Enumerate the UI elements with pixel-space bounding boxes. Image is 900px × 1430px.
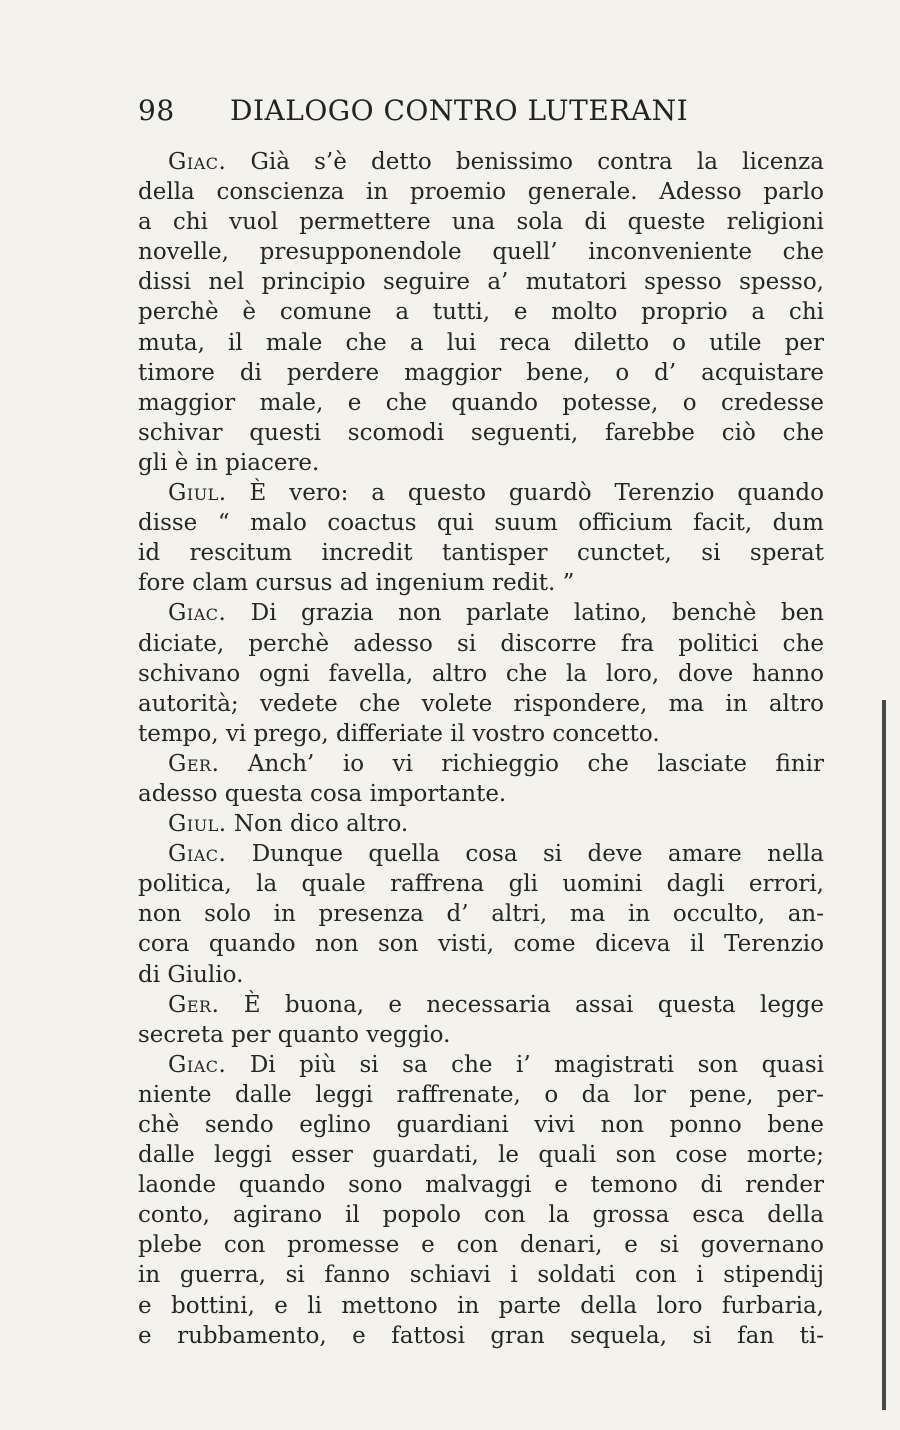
text-line — [138, 177, 824, 207]
text-line — [138, 478, 824, 508]
line-text: id rescitum incredit tantisper cunctet, si sperat — [138, 540, 824, 567]
speaker-name: Giac. — [168, 1051, 227, 1078]
text-line — [138, 659, 824, 689]
line-text: dalle leggi esser guardati, le quali son cose morte; — [138, 1142, 824, 1169]
text-line — [138, 629, 824, 659]
line-text: novelle, presupponendole quell’ inconveniente che — [138, 239, 824, 266]
speaker-name: Giul. — [168, 480, 227, 507]
line-text: È vero: a questo guardò Terenzio quando — [226, 480, 824, 507]
text-line — [138, 418, 824, 448]
line-text: diciate, perchè adesso si discorre fra politici che — [138, 630, 824, 657]
text-line — [138, 207, 824, 237]
text-line — [138, 899, 824, 929]
line-text: laonde quando sono malvaggi e temono di render — [138, 1172, 824, 1199]
line-text: della conscienza in proemio generale. Adesso parlo — [138, 179, 824, 206]
speaker-name: Giac. — [168, 149, 227, 175]
text-line — [138, 1020, 824, 1050]
line-text: e rubbamento, e fattosi gran sequela, si fan ti- — [138, 1322, 824, 1349]
text-line — [138, 147, 824, 177]
speaker-name: Giul. — [168, 811, 227, 838]
text-line — [138, 598, 824, 628]
text-line — [138, 1170, 824, 1200]
line-text: e bottini, e li mettono in parte della loro furbaria, — [138, 1292, 824, 1319]
text-line — [138, 267, 824, 297]
text-line — [138, 448, 824, 478]
line-text: maggior male, e che quando potesse, o credesse — [138, 389, 824, 416]
speaker-name: Ger. — [168, 750, 220, 777]
line-text: Di grazia non parlate latino, benchè ben — [226, 600, 824, 627]
body-text — [138, 147, 824, 1351]
line-text: perchè è comune a tutti, e molto proprio a chi — [138, 299, 824, 326]
speaker-name: Ger. — [168, 991, 220, 1018]
text-line — [138, 839, 824, 869]
line-text: in guerra, si fanno schiavi i soldati con i stipendij — [138, 1262, 824, 1289]
text-line — [138, 929, 824, 959]
line-text: adesso questa cosa importante. — [138, 780, 507, 807]
text-line — [138, 1140, 824, 1170]
running-header — [138, 94, 738, 127]
text-line — [138, 358, 824, 388]
line-text: Dunque quella cosa si deve amare nella — [226, 841, 824, 868]
text-line — [138, 1080, 824, 1110]
running-title: DIALOGO CONTRO LUTERANI — [230, 94, 689, 127]
text-line — [138, 779, 824, 809]
text-line — [138, 809, 824, 839]
line-text: plebe con promesse e con denari, e si governano — [138, 1232, 824, 1259]
line-text: a chi vuol permettere una sola di queste religioni — [138, 209, 824, 236]
line-text: chè sendo eglino guardiani vivi non ponno bene — [138, 1112, 824, 1138]
text-line — [138, 990, 824, 1020]
line-text: fore clam cursus ad ingenium redit. ” — [138, 570, 575, 597]
line-text: dissi nel principio seguire a’ mutatori spesso spesso, — [138, 269, 824, 296]
text-line — [138, 1321, 824, 1351]
text-line — [138, 719, 824, 749]
line-text: muta, il male che a lui reca diletto o utile per — [138, 329, 824, 356]
page-number: 98 — [138, 94, 175, 127]
speaker-name: Giac. — [168, 841, 227, 868]
text-line — [138, 328, 824, 358]
line-text: disse “ malo coactus qui suum officium facit, dum — [138, 510, 824, 537]
line-text: niente dalle leggi raffrenate, o da lor pene, per- — [138, 1081, 824, 1108]
line-text: Non dico altro. — [226, 811, 409, 838]
line-text: non solo in presenza d’ altri, ma in occulto, an- — [138, 901, 824, 928]
line-text: timore di perdere maggior bene, o d’ acquistare — [138, 359, 824, 386]
line-text: gli è in piacere. — [138, 449, 320, 476]
line-text: Anch’ io vi richieggio che lasciate finir — [219, 750, 824, 777]
text-line — [138, 297, 824, 327]
text-line — [138, 1291, 824, 1321]
text-line — [138, 1050, 824, 1080]
text-line — [138, 1260, 824, 1290]
line-text: Già s’è detto benissimo contra la licenza — [226, 149, 824, 175]
text-line — [138, 1110, 824, 1140]
text-line — [138, 1200, 824, 1230]
text-line — [138, 749, 824, 779]
page-edge-shadow — [882, 700, 886, 1410]
text-line — [138, 568, 824, 598]
line-text: di Giulio. — [138, 961, 244, 988]
line-text: cora quando non son visti, come diceva il Terenzio — [138, 931, 824, 958]
line-text: È buona, e necessaria assai questa legge — [219, 991, 824, 1018]
line-text: conto, agirano il popolo con la grossa esca della — [138, 1202, 824, 1229]
line-text: tempo, vi prego, differiate il vostro concetto. — [138, 720, 660, 747]
text-line — [138, 388, 824, 418]
text-line — [138, 869, 824, 899]
line-text: secreta per quanto veggio. — [138, 1021, 451, 1048]
line-text: autorità; vedete che volete rispondere, ma in altro — [138, 690, 824, 717]
text-line — [138, 960, 824, 990]
text-line — [138, 1230, 824, 1260]
line-text: politica, la quale raffrena gli uomini dagli errori, — [138, 871, 824, 898]
text-line — [138, 237, 824, 267]
line-text: schivar questi scomodi seguenti, farebbe ciò che — [138, 419, 824, 446]
speaker-name: Giac. — [168, 600, 227, 627]
line-text: schivano ogni favella, altro che la loro, dove hanno — [138, 660, 824, 687]
line-text: Di più si sa che i’ magistrati son quasi — [226, 1051, 824, 1078]
text-line — [138, 689, 824, 719]
text-line — [138, 538, 824, 568]
text-line — [138, 508, 824, 538]
